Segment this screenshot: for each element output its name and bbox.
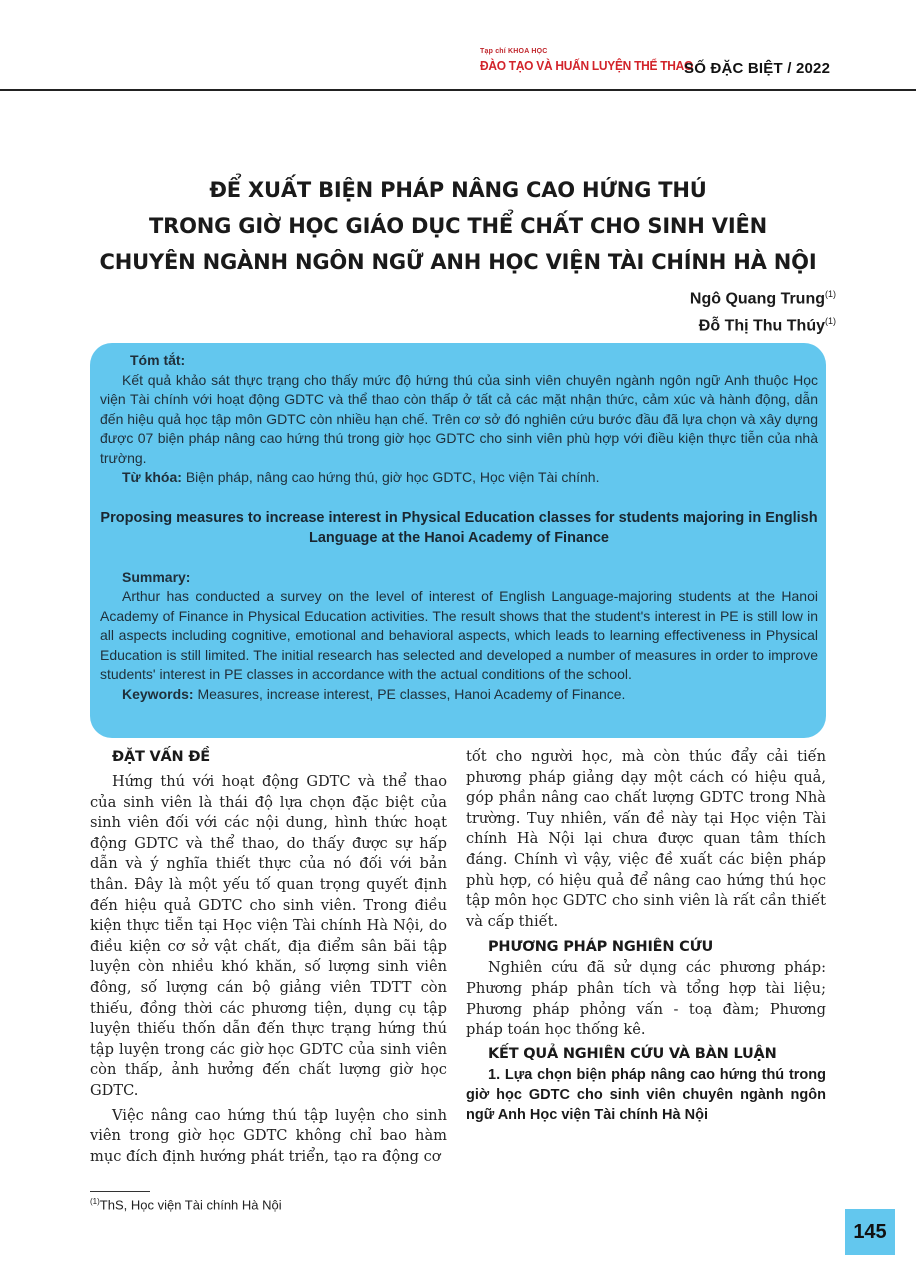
keywords-en: Keywords: Measures, increase interest, PE classes, Hanoi Academy of Finance. xyxy=(122,685,626,702)
author-list xyxy=(690,283,836,338)
journal-header xyxy=(480,48,880,88)
article-title xyxy=(60,172,856,280)
title-line: ĐỂ XUẤT BIỆN PHÁP NÂNG CAO HỨNG THÚ xyxy=(209,178,707,202)
abstract-en-label: Summary: xyxy=(122,568,191,585)
section-heading-results: KẾT QUẢ NGHIÊN CỨU VÀ BÀN LUẬN xyxy=(488,1045,777,1062)
journal-small-label: Tạp chí KHOA HỌC xyxy=(480,48,548,55)
author: Ngô Quang Trung$^{(1)}$ xyxy=(689,289,836,308)
abstract-vi-text: Kết quả khảo sát thực trạng cho thấy mức độ hứng thú của sinh viên chuyên ngành ngôn ngữ Anh thuộc Học viện Tài chính với hoạt động GDTC và thể thao còn thấp ở tất cả các mặt nhận thức, cảm xúc và hành động, dẫn đến hiệu quả học tập môn GDTC còn nhiều hạn chế. Trên cơ sở đó nghiên cứu bước đầu đã lựa chọn và xây dựng được 07 biện pháp nâng cao hứng thú trong giờ học GDTC cho sinh viên phù hợp với điều kiện thực tiễn của nhà trường. xyxy=(100,371,818,466)
body-column-left xyxy=(90,772,447,1167)
journal-name: ĐÀO TẠO VÀ HUẤN LUYỆN THỂ THAO xyxy=(480,58,693,73)
paragraph: Hứng thú với hoạt động GDTC và thể thao của sinh viên là thái độ lựa chọn đặc biệt của sinh viên đối với các nội dung, hình thức hoạt động GDTC và thể thao, do thấy được sự hấp dẫn và ý nghĩa thiết thực của nó đối với bản thân. Đây là một yếu tố quan trọng quyết định đến hiệu quả GDTC cho sinh viên. Trong điều kiện thực tiễn tại Học viện Tài chính Hà Nội, do điều kiện cơ sở vật chất, địa điểm sân bãi tập luyện còn nhiều khó khăn, số lượng sinh viên đông, số lượng cán bộ giảng viên TDTT còn thiếu, đồng thời các phương tiện, dụng cụ tập luyện thiếu thốn dẫn đến thực trạng hứng thú tập luyện trong các giờ học GDTC của sinh viên còn thấp, ảnh hưởng đến chất lượng giờ học GDTC. xyxy=(90,773,447,1099)
abstract-en-text: Arthur has conducted a survey on the level of interest of English Language-majoring students at the Hanoi Academy of Finance in Physical Education activities. The result shows that the student's interest in PE is still low in all aspects including cognitive, emotional and behavioral aspects, which leads to learning effectiveness in Physical Education is still limited. The initial research has selected and developed a number of measures in order to improve students' interest in PE classes in accordance with the actual conditions of the school. xyxy=(100,588,818,682)
body-column-right xyxy=(466,747,826,1125)
keywords-vi: Từ khóa: Biện pháp, nâng cao hứng thú, giờ học GDTC, Học viện Tài chính. xyxy=(122,469,600,485)
abstract-vi-label: Tóm tắt: xyxy=(130,352,186,368)
author: Đỗ Thị Thu Thúy$^{(1)}$ xyxy=(698,316,836,335)
english-title: Proposing measures to increase interest in Physical Education classes for students majoring in English Language at the Hanoi Academy of Finance xyxy=(100,509,818,546)
paragraph: Việc nâng cao hứng thú tập luyện cho sinh viên trong giờ học GDTC không chỉ bao hàm mục đích định hướng phát triển, tạo ra động cơ xyxy=(90,1106,447,1165)
section-heading-methods: PHƯƠNG PHÁP NGHIÊN CỨU xyxy=(488,939,714,956)
page-number: 145 xyxy=(845,1209,895,1255)
footnote-divider xyxy=(90,1191,150,1192)
title-line: TRONG GIỜ HỌC GIÁO DỤC THỂ CHẤT CHO SINH VIÊN xyxy=(149,214,767,238)
abstract-box xyxy=(90,343,826,738)
footnote: $^{(1)}$ThS, Học viện Tài chính Hà Nội xyxy=(90,1197,282,1213)
subsection-heading: 1. Lựa chọn biện pháp nâng cao hứng thú trong giờ học GDTC cho sinh viên chuyên ngành ngôn ngữ Anh Học viện Tài chính Hà Nội xyxy=(466,1066,826,1123)
issue-label: SỐ ĐẶC BIỆT / 2022 xyxy=(684,60,831,77)
paragraph: tốt cho người học, mà còn thúc đẩy cải tiến phương pháp giảng dạy một cách có hiệu quả, góp phần nâng cao chất lượng GDTC trong Nhà trường. Tuy nhiên, vấn đề này tại Học viện Tài chính Hà Nội lại chưa được quan tâm thích đáng. Chính vì vậy, việc đề xuất các biện pháp phù hợp, có hiệu quả để nâng cao hứng thú học tập môn học GDTC cho sinh viên là rất cần thiết và cấp thiết. xyxy=(466,748,826,930)
title-line: CHUYÊN NGÀNH NGÔN NGỮ ANH HỌC VIỆN TÀI CHÍNH HÀ NỘI xyxy=(99,250,817,274)
paragraph: Nghiên cứu đã sử dụng các phương pháp: Phương pháp phân tích và tổng hợp tài liệu; Phương pháp phỏng vấn - toạ đàm; Phương pháp toán học thống kê. xyxy=(466,959,826,1039)
header-divider xyxy=(0,89,916,91)
section-heading-intro: ĐẶT VẤN ĐỀ xyxy=(112,749,210,765)
